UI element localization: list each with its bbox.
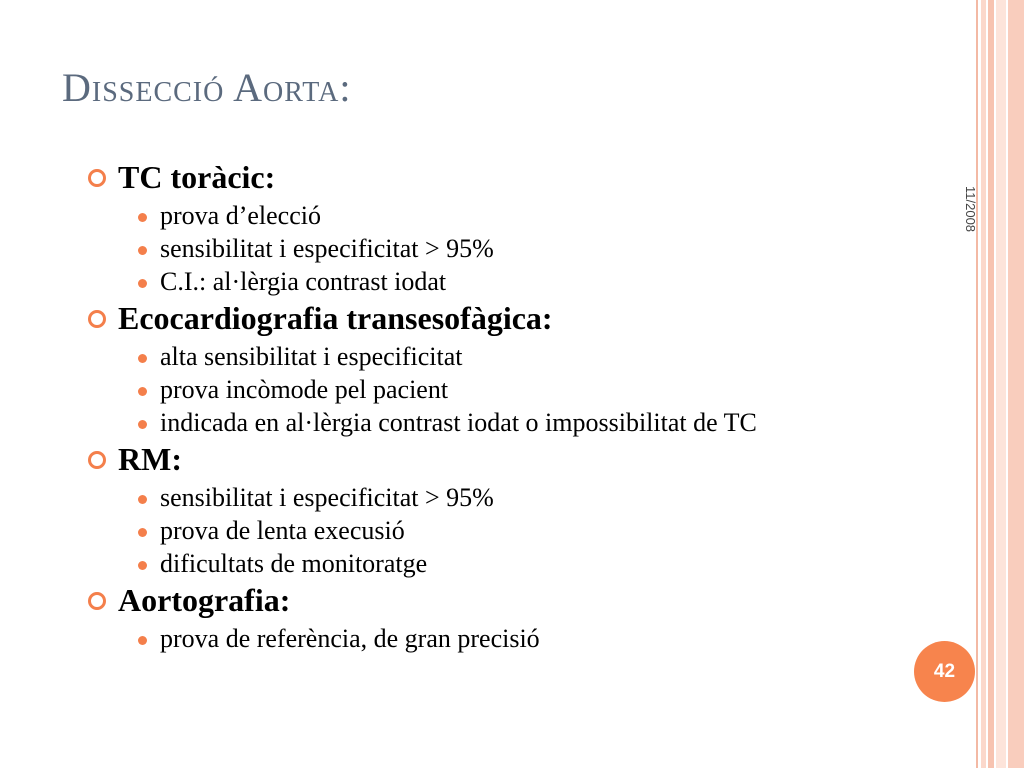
list-item: alta sensibilitat i especificitat xyxy=(88,344,918,370)
page-number-badge: 42 xyxy=(914,641,975,702)
list-item: sensibilitat i especificitat > 95% xyxy=(88,485,918,511)
list-item: prova de referència, de gran precisió xyxy=(88,626,918,652)
list-item: prova de lenta execusió xyxy=(88,518,918,544)
ring-bullet-icon xyxy=(88,592,106,610)
decor-stripe xyxy=(981,0,986,768)
decor-stripe xyxy=(996,0,1006,768)
slide-title: Dissecció Aorta: xyxy=(62,65,352,110)
dot-bullet-icon xyxy=(138,528,147,537)
dot-bullet-icon xyxy=(138,420,147,429)
ring-bullet-icon xyxy=(88,169,106,187)
dot-bullet-icon xyxy=(138,495,147,504)
section-heading-text: Aortografia: xyxy=(118,582,291,618)
decor-stripe xyxy=(988,0,994,768)
list-item: sensibilitat i especificitat > 95% xyxy=(88,236,918,262)
bullet-list xyxy=(88,485,918,577)
decor-stripe xyxy=(976,0,978,768)
section-heading xyxy=(88,158,918,196)
decor-stripe xyxy=(1008,0,1024,768)
dot-bullet-icon xyxy=(138,246,147,255)
bullet-list xyxy=(88,344,918,436)
section-heading-text: TC toràcic: xyxy=(118,159,276,195)
dot-bullet-icon xyxy=(138,387,147,396)
section-heading xyxy=(88,440,918,478)
section-heading xyxy=(88,581,918,619)
ring-bullet-icon xyxy=(88,310,106,328)
list-item: prova d’elecció xyxy=(88,203,918,229)
list-item: prova incòmode pel pacient xyxy=(88,377,918,403)
dot-bullet-icon xyxy=(138,213,147,222)
dot-bullet-icon xyxy=(138,354,147,363)
slide-date: 11/2008 xyxy=(963,186,978,233)
section-heading-text: Ecocardiografia transesofàgica: xyxy=(118,300,553,336)
list-item: C.I.: al·lèrgia contrast iodat xyxy=(88,269,918,295)
bullet-list xyxy=(88,626,918,652)
slide-content xyxy=(88,154,918,652)
section-heading-text: RM: xyxy=(118,441,182,477)
section-heading xyxy=(88,299,918,337)
bullet-list xyxy=(88,203,918,295)
list-item: dificultats de monitoratge xyxy=(88,551,918,577)
list-item: indicada en al·lèrgia contrast iodat o impossibilitat de TC xyxy=(88,410,918,436)
dot-bullet-icon xyxy=(138,636,147,645)
ring-bullet-icon xyxy=(88,451,106,469)
dot-bullet-icon xyxy=(138,279,147,288)
dot-bullet-icon xyxy=(138,561,147,570)
